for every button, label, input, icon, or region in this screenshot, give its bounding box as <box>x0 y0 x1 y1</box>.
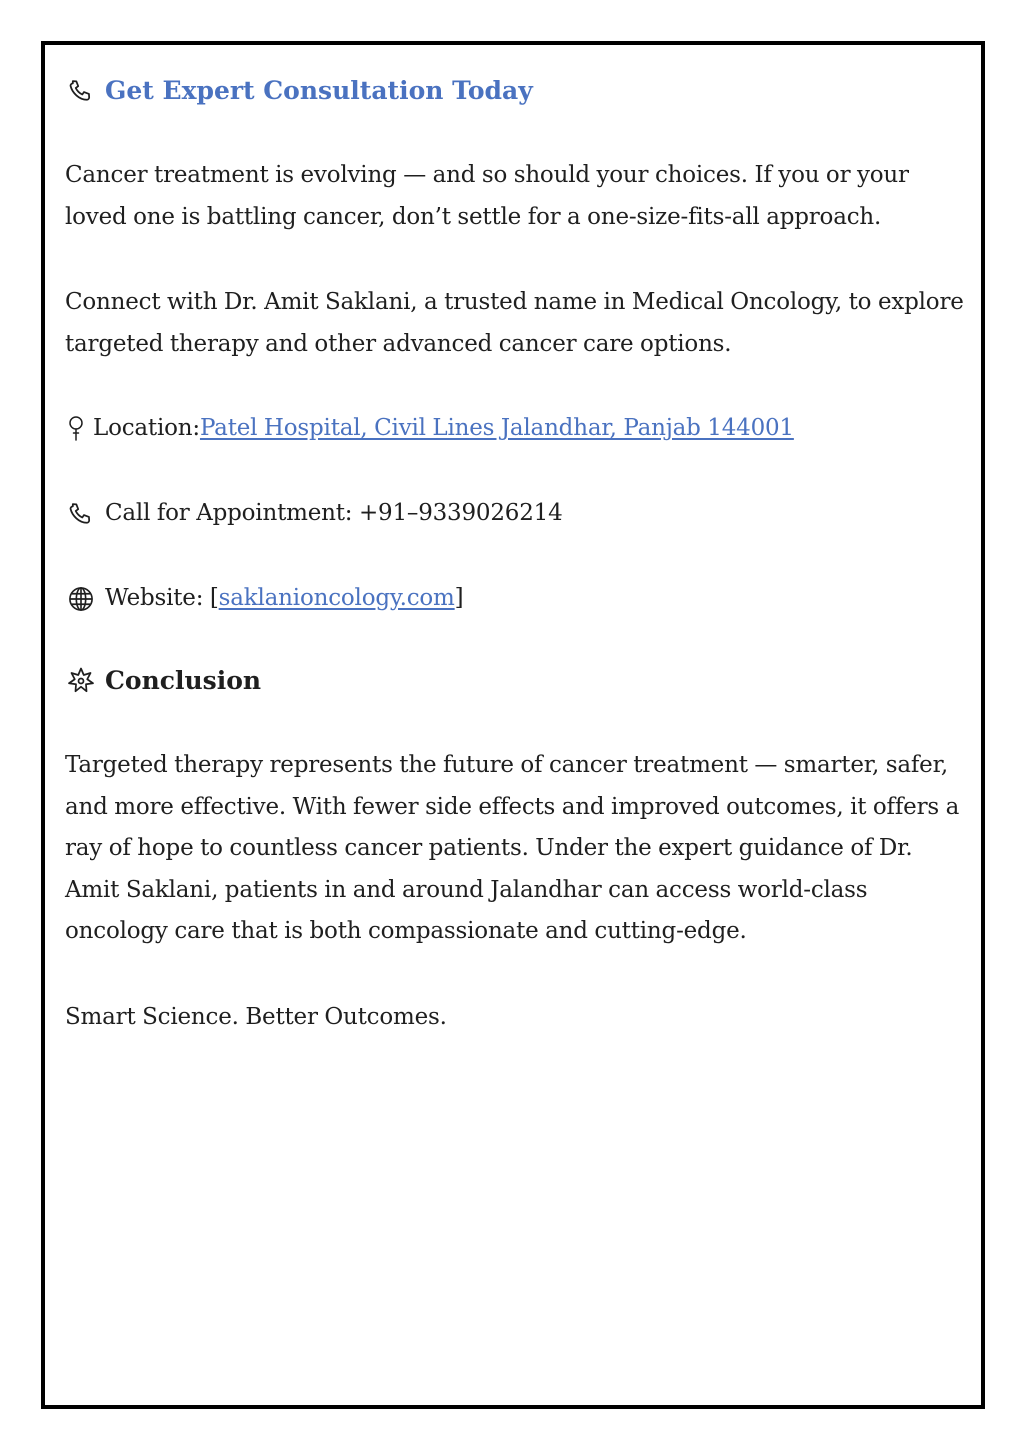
consultation-heading-text: Get Expert Consultation Today <box>105 76 533 105</box>
phone-icon <box>65 498 97 530</box>
intro-paragraph-2: Connect with Dr. Amit Saklani, a trusted name in Medical Oncology, to explore targeted therapy and other advanced cancer care options. <box>65 289 964 357</box>
conclusion-heading-text: Conclusion <box>105 666 262 695</box>
call-line <box>65 493 965 534</box>
conclusion-heading <box>65 663 965 699</box>
pin-icon <box>65 413 87 445</box>
document-content <box>65 73 965 1038</box>
location-line <box>65 408 965 449</box>
location-link[interactable]: Patel Hospital, Civil Lines Jalandhar, Panjab 144001 <box>199 415 794 441</box>
phone-icon <box>65 75 97 107</box>
conclusion-paragraph: Targeted therapy represents the future of cancer treatment — smarter, safer, and more effective. With fewer side effects and improved outcomes, it offers a ray of hope to countless cancer patients. Under the expert guidance of Dr. Amit Saklani, patients in and around Jalandhar can access world-class oncology care that is both compassionate and cutting-edge. <box>65 752 960 944</box>
sparkle-icon <box>65 665 97 697</box>
call-text: Call for Appointment: +91–9339026214 <box>105 500 563 526</box>
intro-paragraph-1: Cancer treatment is evolving — and so should your choices. If you or your loved one is battling cancer, don’t settle for a one-size-fits-all approach. <box>65 162 909 230</box>
consultation-heading <box>65 73 965 109</box>
website-close-bracket: ] <box>454 585 464 611</box>
website-line <box>65 578 965 619</box>
page-frame <box>41 41 985 1409</box>
location-label: Location: <box>93 415 200 441</box>
website-label: Website: [ <box>105 585 219 611</box>
globe-icon <box>65 583 97 615</box>
tagline: Smart Science. Better Outcomes. <box>65 1003 447 1030</box>
website-link[interactable]: saklanioncology.com <box>218 585 455 611</box>
